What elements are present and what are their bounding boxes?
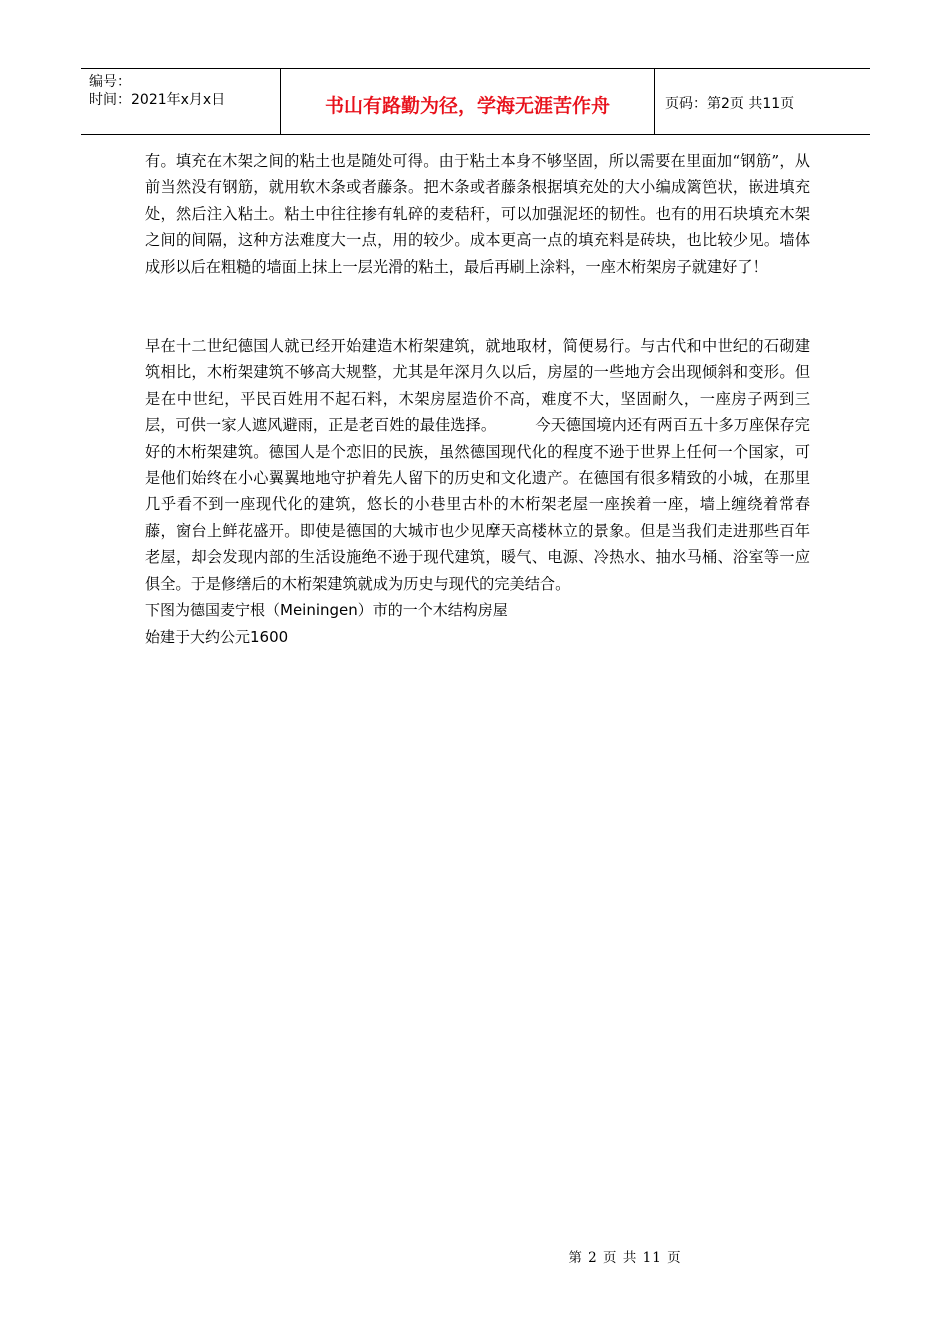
paragraph-history: 早在十二世纪德国人就已经开始建造木桁架建筑，就地取材，简便易行。与古代和中世纪的石砌建筑相比，木桁架建筑不够高大规整，尤其是年深月久以后，房屋的一些地方会出现倾斜和变形。但是在中世纪，平民百姓用不起石料，木架房屋造价不高，难度不大，坚固耐久，一座房子两到三层，可供一家人遮风避雨，正是老百姓的最佳选择。 今天德国境内还有两百五十多万座保存完好的木桁架建筑。德国人是个恋旧的民族，虽然德国现代化的程度不逊于世界上任何一个国家，可是他们始终在小心翼翼地地守护着先人留下的历史和文化遗产。在德国有很多精致的小城，在那里几乎看不到一座现代化的建筑，悠长的小巷里古朴的木桁架老屋一座挨着一座，墙上缠绕着常春藤，窗台上鲜花盛开。即使是德国的大城市也少见摩天高楼林立的景象。但是当我们走进那些百年老屋，却会发现内部的生活设施绝不逊于现代建筑，暖气、电源、冷热水、抽水马桶、浴室等一应俱全。于是修缮后的木桁架建筑就成为历史与现代的完美结合。 [145, 337, 810, 593]
figure-caption-line-2: 始建于大约公元1600 [145, 627, 289, 646]
document-number-label: 编号： [89, 74, 131, 90]
page-header [81, 68, 870, 135]
paragraph-infill: 有。填充在木架之间的粘土也是随处可得。由于粘土本身不够坚固，所以需要在里面加“钢筋”，从前当然没有钢筋，就用软木条或者藤条。把木条或者藤条根据填充处的大小编成篱笆状，嵌进填充处，然后注入粘土。粘土中往往掺有轧碎的麦秸秆，可以加强泥坯的韧性。也有的用石块填充木架之间的间隔，这种方法难度大一点，用的较少。成本更高一点的填充料是砖块，也比较少见。墙体成形以后在粗糙的墙面上抹上一层光滑的粘土，最后再刷上涂料，一座木桁架房子就建好了！ [145, 152, 810, 276]
header-page-number: 页码：第2页 共11页 [665, 95, 795, 112]
figure-caption-line-1: 下图为德国麦宁根（Meiningen）市的一个木结构房屋 [145, 601, 508, 620]
paragraph-spacer [145, 280, 810, 333]
header-motto: 书山有路勤为径，学海无涯苦作舟 [281, 69, 655, 134]
header-meta [81, 69, 281, 134]
document-body [145, 148, 810, 650]
page-footer: 第 2 页 共 11 页 [568, 1250, 682, 1266]
document-time-label: 时间：2021年x月x日 [89, 92, 226, 108]
